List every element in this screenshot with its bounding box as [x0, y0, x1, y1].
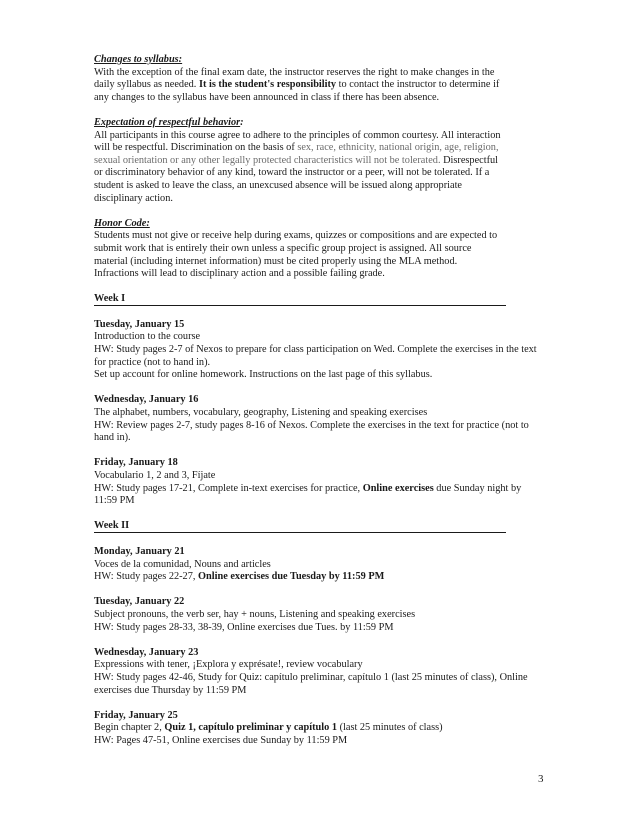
day-line: Voces de la comunidad, Nouns and articles	[94, 558, 271, 570]
respect-line-6: disciplinary action.	[94, 192, 173, 204]
week-1-tuesday	[94, 319, 544, 382]
protected-characteristics-text: sex, race, ethnicity, national origin, age, religion,	[297, 142, 499, 154]
respect-line-3	[94, 155, 544, 168]
changes-line-2-end: to contact the instructor to determine if	[336, 79, 500, 91]
day-line: Set up account for online homework. Instructions on the last page of this syllabus.	[94, 369, 433, 381]
day-line	[94, 483, 544, 496]
quiz-1-text: Quiz 1, capítulo preliminar y capítulo 1	[164, 722, 338, 734]
day-line: HW: Study pages 42-46, Study for Quiz: capítulo preliminar, capítulo 1 (last 25 minutes of class), Online	[94, 671, 528, 683]
week-1-friday	[94, 457, 544, 507]
page-content	[94, 54, 544, 760]
day-title: Monday, January 21	[94, 545, 185, 557]
respect-section	[94, 117, 544, 205]
day-line: Introduction to the course	[94, 331, 201, 343]
week-2-monday	[94, 546, 544, 584]
day-line-start: HW: Study pages 22-27,	[94, 571, 199, 583]
day-title: Tuesday, January 22	[94, 596, 185, 608]
changes-line-2-start: daily syllabus as needed.	[94, 79, 199, 91]
week-2-heading	[94, 520, 544, 533]
respect-line-2	[94, 142, 544, 155]
honor-heading: Honor Code:	[94, 217, 150, 229]
respect-heading-row	[94, 117, 544, 130]
respect-line-5: student is asked to leave the class, an unexcused absence will be issued along appropriate	[94, 179, 462, 191]
day-title: Wednesday, January 23	[94, 646, 199, 658]
day-title: Friday, January 25	[94, 709, 178, 721]
day-line: Expressions with tener, ¡Explora y exprésate!, review vocabulary	[94, 659, 363, 671]
day-line: Subject pronouns, the verb ser, hay + nouns, Listening and speaking exercises	[94, 608, 416, 620]
week-2-friday	[94, 710, 544, 748]
day-line: HW: Pages 47-51, Online exercises due Sunday by 11:59 PM	[94, 734, 348, 746]
respect-heading-colon: :	[240, 116, 244, 128]
online-exercises-text: Online exercises	[362, 482, 434, 494]
respect-line-3-end: Disrespectful	[440, 154, 499, 166]
day-line: HW: Study pages 28-33, 38-39, Online exercises due Tues. by 11:59 PM	[94, 621, 394, 633]
day-line-start: HW: Study pages 17-21, Complete in-text exercises for practice,	[94, 482, 363, 494]
respect-line-1: All participants in this course agree to adhere to the principles of common courtesy. All interaction	[94, 129, 501, 141]
day-line: 11:59 PM	[94, 495, 135, 507]
week-2-label: Week II	[94, 520, 506, 533]
changes-line-3: any changes to the syllabus have been announced in class if there has been absence.	[94, 91, 440, 103]
changes-line-2	[94, 79, 544, 92]
honor-section	[94, 218, 544, 281]
day-line-start: Begin chapter 2,	[94, 722, 165, 734]
page-number: 3	[538, 773, 544, 785]
protected-characteristics-text-continued: sexual orientation or any other legally protected characteristics will not be tolerated.	[94, 154, 441, 166]
week-1-label: Week I	[94, 293, 506, 306]
day-line: exercises due Thursday by 11:59 PM	[94, 684, 247, 696]
day-line: The alphabet, numbers, vocabulary, geography, Listening and speaking exercises	[94, 407, 428, 419]
week-1-wednesday	[94, 394, 544, 444]
week-1-heading	[94, 293, 544, 306]
day-line	[94, 571, 544, 584]
changes-heading: Changes to syllabus:	[94, 54, 183, 65]
changes-line-1: With the exception of the final exam date, the instructor reserves the right to make changes in the	[94, 66, 495, 78]
respect-line-2-start: will be respectful. Discrimination on the basis of	[94, 142, 298, 154]
day-line: HW: Review pages 2-7, study pages 8-16 of Nexos. Complete the exercises in the text for practice (not to	[94, 419, 529, 431]
day-line: for practice (not to hand in).	[94, 356, 211, 368]
day-title: Friday, January 18	[94, 457, 178, 469]
day-line: Vocabulario 1, 2 and 3, Fíjate	[94, 470, 216, 481]
day-line	[94, 722, 544, 735]
honor-line-1: Students must not give or receive help during exams, quizzes or compositions and are expected to	[94, 230, 498, 242]
student-responsibility-text: It is the student's responsibility	[198, 79, 337, 91]
day-line: HW: Study pages 2-7 of Nexos to prepare for class participation on Wed. Complete the exercises in the text	[94, 344, 537, 356]
week-2-tuesday	[94, 596, 544, 634]
changes-section	[94, 54, 544, 104]
respect-line-4: or discriminatory behavior of any kind, toward the instructor or a peer, will not be tolerated. If a	[94, 167, 490, 179]
day-line-end: due Sunday night by	[433, 482, 522, 494]
respect-heading: Expectation of respectful behavior	[94, 116, 241, 128]
honor-line-4: Infractions will lead to disciplinary action and a possible failing grade.	[94, 268, 385, 280]
honor-line-3: material (including internet information) must be cited properly using the MLA method.	[94, 255, 458, 267]
week-2-wednesday	[94, 647, 544, 697]
honor-line-2: submit work that is entirely their own unless a specific group project is assigned. All source	[94, 242, 472, 254]
online-exercises-due-text: Online exercises due Tuesday by 11:59 PM	[198, 571, 385, 583]
day-title: Wednesday, January 16	[94, 394, 199, 406]
day-title: Tuesday, January 15	[94, 318, 185, 330]
day-line: hand in).	[94, 432, 131, 444]
day-line-end: (last 25 minutes of class)	[337, 722, 443, 734]
